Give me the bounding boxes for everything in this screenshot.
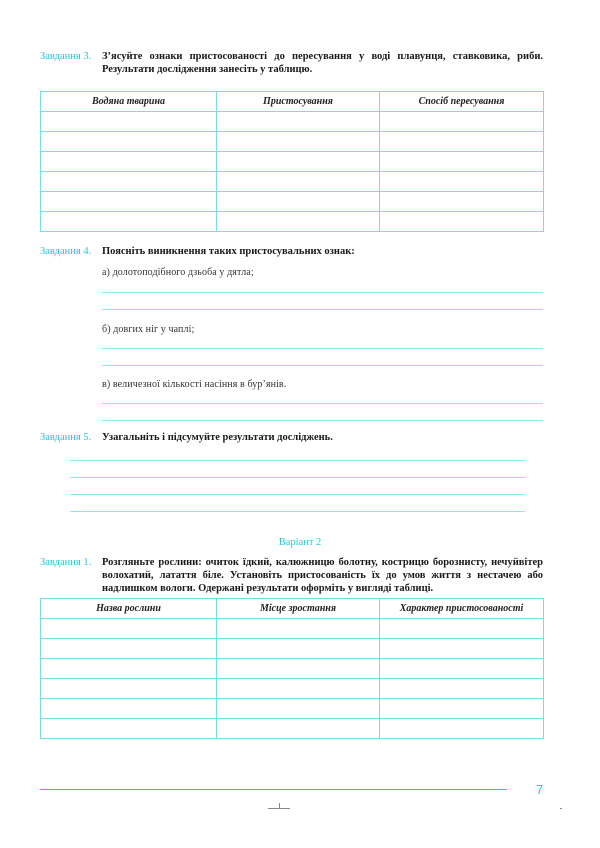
table-cell[interactable] bbox=[380, 659, 544, 679]
task-4-item-b: б) довгих ніг у чаплі; bbox=[102, 324, 195, 335]
task-4-item-a: а) долотоподібного дзьоба у дятла; bbox=[102, 267, 254, 278]
table-cell[interactable] bbox=[217, 679, 380, 699]
task-3-label: Завдання 3. bbox=[40, 51, 92, 62]
table-row bbox=[41, 192, 544, 212]
table-cell[interactable] bbox=[380, 152, 544, 172]
variant-heading: Варіант 2 bbox=[278, 537, 322, 548]
page-number: 7 bbox=[536, 782, 544, 797]
crop-mark bbox=[268, 808, 290, 809]
table-cell[interactable] bbox=[380, 132, 544, 152]
answer-line[interactable] bbox=[102, 365, 543, 366]
table-cell[interactable] bbox=[41, 132, 217, 152]
table-cell[interactable] bbox=[217, 659, 380, 679]
task-1 bbox=[40, 556, 543, 595]
task-1-table bbox=[40, 598, 544, 739]
answer-line[interactable] bbox=[70, 511, 525, 512]
table-cell[interactable] bbox=[217, 132, 380, 152]
table-row bbox=[41, 172, 544, 192]
table-cell[interactable] bbox=[41, 172, 217, 192]
answer-line[interactable] bbox=[102, 309, 543, 310]
task-3-text: З’ясуйте ознаки пристосованості до пересування у воді плавунця, ставковика, риби. Результати дослідження занесіть у таблицю. bbox=[102, 51, 543, 75]
table-row bbox=[41, 679, 544, 699]
answer-line[interactable] bbox=[70, 494, 525, 495]
crop-mark bbox=[279, 803, 280, 808]
table-cell[interactable] bbox=[217, 192, 380, 212]
answer-line[interactable] bbox=[102, 420, 543, 421]
table-row bbox=[41, 659, 544, 679]
table-cell[interactable] bbox=[380, 619, 544, 639]
table-row bbox=[41, 699, 544, 719]
table-cell[interactable] bbox=[380, 112, 544, 132]
table-header: Місце зростання bbox=[217, 599, 380, 619]
answer-line[interactable] bbox=[102, 403, 543, 404]
table-cell[interactable] bbox=[380, 192, 544, 212]
task-5-label: Завдання 5. bbox=[40, 432, 92, 443]
task-1-text: Розгляньте рослини: очиток їдкий, калюжницю болотну, кострицю борознисту, нечуйвітер волохатий, латаття біле. Установіть пристосованість їх до умов життя з нестачею або надлишком вологи. Одержані результати оформіть у вигляді таблиці. bbox=[102, 557, 543, 594]
answer-line[interactable] bbox=[70, 477, 525, 478]
table-row bbox=[41, 212, 544, 232]
answer-line[interactable] bbox=[102, 348, 543, 349]
table-cell[interactable] bbox=[217, 172, 380, 192]
table-cell[interactable] bbox=[380, 699, 544, 719]
table-cell[interactable] bbox=[41, 719, 217, 739]
table-header: Назва рослини bbox=[41, 599, 217, 619]
table-cell[interactable] bbox=[217, 719, 380, 739]
task-4-label: Завдання 4. bbox=[40, 246, 92, 257]
task-4-text: Поясніть виникнення таких пристосувальних ознак: bbox=[102, 246, 355, 257]
table-cell[interactable] bbox=[217, 112, 380, 132]
table-cell[interactable] bbox=[41, 619, 217, 639]
table-cell[interactable] bbox=[380, 639, 544, 659]
table-cell[interactable] bbox=[41, 152, 217, 172]
table-row bbox=[41, 719, 544, 739]
task-1-label: Завдання 1. bbox=[40, 557, 92, 568]
table-cell[interactable] bbox=[217, 699, 380, 719]
table-header: Спосіб пересування bbox=[380, 92, 544, 112]
table-cell[interactable] bbox=[380, 719, 544, 739]
crop-dot bbox=[560, 808, 562, 809]
table-header: Пристосування bbox=[217, 92, 380, 112]
table-row bbox=[41, 639, 544, 659]
table-row bbox=[41, 132, 544, 152]
task-3-table bbox=[40, 91, 544, 232]
table-cell[interactable] bbox=[41, 679, 217, 699]
task-4 bbox=[40, 245, 543, 258]
footer-rule bbox=[40, 789, 507, 790]
table-cell[interactable] bbox=[41, 212, 217, 232]
answer-line[interactable] bbox=[70, 460, 525, 461]
table-cell[interactable] bbox=[41, 112, 217, 132]
table-cell[interactable] bbox=[41, 639, 217, 659]
table-row bbox=[41, 152, 544, 172]
answer-line[interactable] bbox=[102, 292, 543, 293]
table-cell[interactable] bbox=[380, 172, 544, 192]
table-cell[interactable] bbox=[217, 619, 380, 639]
task-4-item-c: в) величезної кількості насіння в бур’янів. bbox=[102, 379, 287, 390]
table-cell[interactable] bbox=[380, 679, 544, 699]
table-cell[interactable] bbox=[41, 192, 217, 212]
table-cell[interactable] bbox=[41, 699, 217, 719]
table-row bbox=[41, 619, 544, 639]
table-cell[interactable] bbox=[217, 639, 380, 659]
task-5 bbox=[40, 431, 543, 444]
table-cell[interactable] bbox=[41, 659, 217, 679]
table-header: Характер пристосованості bbox=[380, 599, 544, 619]
table-cell[interactable] bbox=[380, 212, 544, 232]
table-cell[interactable] bbox=[217, 152, 380, 172]
table-row bbox=[41, 112, 544, 132]
task-3 bbox=[40, 50, 543, 76]
table-header: Водяна тварина bbox=[41, 92, 217, 112]
task-5-text: Узагальніть і підсумуйте результати досліджень. bbox=[102, 432, 333, 443]
table-cell[interactable] bbox=[217, 212, 380, 232]
